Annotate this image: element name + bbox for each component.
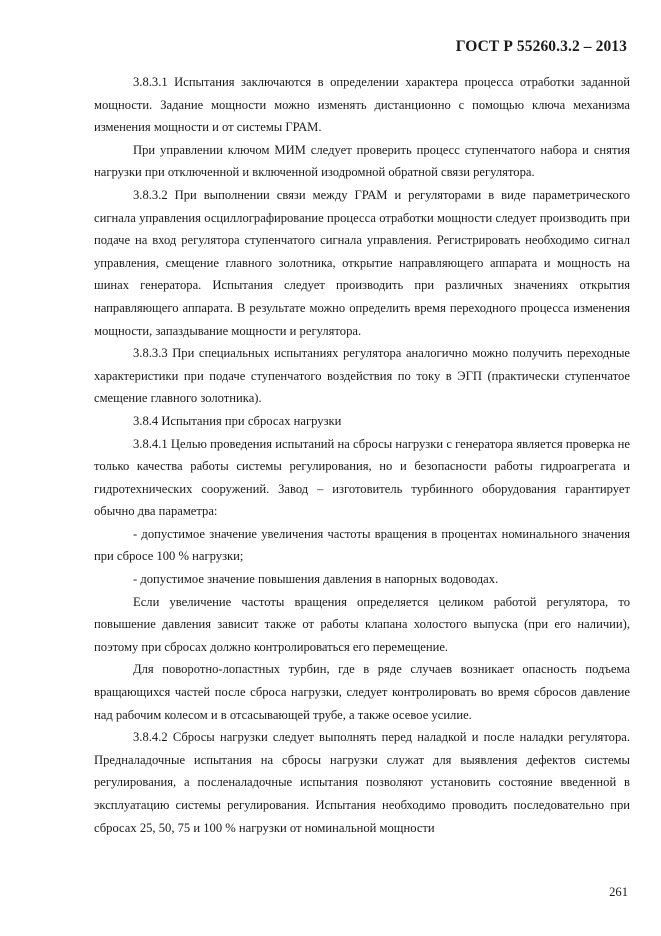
list-item-frequency: - допустимое значение увеличения частоты вращения в процентах номинального значения при сбросе 100 % нагрузки; — [94, 526, 630, 564]
paragraph-3-8-4-1: 3.8.4.1 Целью проведения испытаний на сбросы нагрузки с генератора является проверка не только качества работы системы регулирования, но и безопасности работы гидроагрегата и гидротехнических сооружений. Завод – изготовитель турбинного оборудования гарантирует обычно два параметра: — [94, 436, 630, 519]
section-heading-3-8-4: 3.8.4 Испытания при сбросах нагрузки — [133, 413, 342, 428]
paragraph-3-8-3-1: 3.8.3.1 Испытания заключаются в определении характера процесса отработки заданной мощности. Задание мощности можно изменять дистанционно с помощью ключа механизма изменения мощности и от системы ГРАМ. — [94, 75, 630, 135]
page-number: 261 — [609, 885, 628, 899]
paragraph-kaplan-turbines: Для поворотно-лопастных турбин, где в ряде случаев возникает опасность подъема вращающихся частей после сброса нагрузки, следует контролировать во время сбросов давление над рабочим колесом и в отсасывающей трубе, а также осевое усилие. — [94, 662, 630, 722]
paragraph-3-8-3-3: 3.8.3.3 При специальных испытаниях регулятора аналогично можно получить переходные характеристики при подаче ступенчатого воздействия по току в ЭГП (практически ступенчатое смещение главного золотника). — [94, 346, 630, 406]
standard-header: ГОСТ Р 55260.3.2 – 2013 — [455, 38, 627, 55]
list-item-pressure: - допустимое значение повышения давления в напорных водоводах. — [133, 572, 499, 587]
paragraph-3-8-4-2: 3.8.4.2 Сбросы нагрузки следует выполнять перед наладкой и после наладки регулятора. Предналадочные испытания на сбросы нагрузки служат для выявления дефектов системы регулирования, а посленаладочные испытания позволяют установить состояние введенной в эксплуатацию системы регулирования. Испытания необходимо проводить последовательно при сбросах 25, 50, 75 и 100 % нагрузки от номинальной мощности — [94, 730, 630, 835]
paragraph-mim-control: При управлении ключом МИМ следует проверить процесс ступенчатого набора и снятия нагрузки при отключенной и включенной изодромной обратной связи регулятора. — [94, 142, 630, 180]
paragraph-3-8-3-2: 3.8.3.2 При выполнении связи между ГРАМ и регуляторами в виде параметрического сигнала управления осциллографирование процесса отработки мощности следует производить при подаче на вход регулятора ступенчатого сигнала управления. Регистрировать необходимо сигнал управления, смещение главного золотника, открытие направляющего аппарата и мощность на шинах генератора. Испытания следует производить при различных значениях открытия направляющего аппарата. В результате можно определить время переходного процесса изменения мощности, запаздывание мощности и регулятора. — [94, 187, 630, 338]
paragraph-frequency-pressure: Если увеличение частоты вращения определяется целиком работой регулятора, то повышение давления зависит также от работы клапана холостого выпуска (при его наличии), поэтому при сбросах должно контролироваться его перемещение. — [94, 594, 630, 654]
body-text — [94, 71, 630, 839]
